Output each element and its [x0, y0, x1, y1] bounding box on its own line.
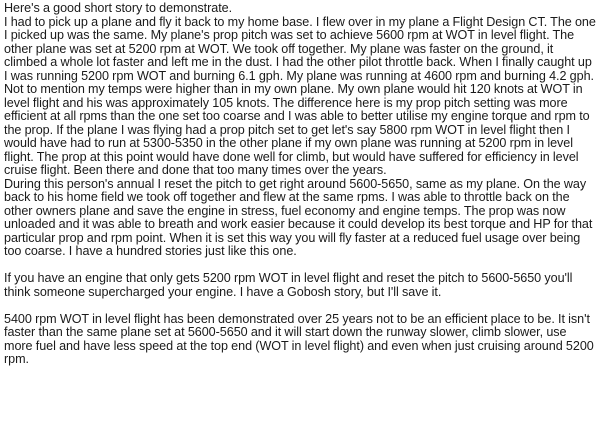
engine-paragraph: If you have an engine that only gets 5200 rpm WOT in level flight and reset the pitch to 5600-5650 you'll think someone supercharged your engine. I have a Gobosh story, but I'll save it.	[4, 271, 573, 299]
paragraph-gap	[4, 259, 596, 273]
intro-line: Here's a good short story to demonstrate.	[4, 1, 233, 15]
conclusion-paragraph: 5400 rpm WOT in level flight has been demonstrated over 25 years not to be an efficient place to be. It isn't faster than the same plane set at 5600-5650 and it will start down the runway slower, climb slower, use more fuel and have less speed at the top end (WOT in level flight) and even when just cruising around 5200 rpm.	[4, 311, 594, 366]
paragraph-gap	[4, 299, 596, 313]
story-paragraph: I had to pick up a plane and fly it back to my home base. I flew over in my plane a Flight Design CT. The one I picked up was the same. My plane's prop pitch was set to achieve 5600 rpm at WOT in level flight. The other plane was set at 5200 rpm at WOT. We took off together. My plane was faster on the ground, it climbed a whole lot faster and left me in the dust. I had the other pilot throttle back. When I finally caught up I was running 5200 rpm WOT and burning 6.1 gph. My plane was running at 4600 rpm and burning 4.2 gph. Not to mention my temps were higher than in my own plane. My own plane would hit 120 knots at WOT in level flight and his was approximately 105 knots. The difference here is my prop pitch setting was more efficient at all rpms than the one set too coarse and I was able to better utilise my engine torque and rpm to the prop. If the plane I was flying had a prop pitch set to get let's say 5800 rpm WOT in level flight then I would have had to run at 5300-5350 in the other plane if my own plane was running at 5200 rpm in level flight. The prop at this point would have done well for climb, but would have suffered for efficiency in level cruise flight. Been there and done that too many times over the years.	[4, 14, 596, 177]
annual-paragraph: During this person's annual I reset the pitch to get right around 5600-5650, same as my plane. On the way back to his home field we took off together and flew at the same rpms. I was able to throttle back on the other owners plane and save the engine in stress, fuel economy and engine temps. The prop was now unloaded and it was able to breath and work easier because it could develop its best torque and HP for that particular prop and rpm point. When it is set this way you will fly faster at a reduced fuel usage over being too coarse. I have a hundred stories just like this one.	[4, 176, 593, 258]
